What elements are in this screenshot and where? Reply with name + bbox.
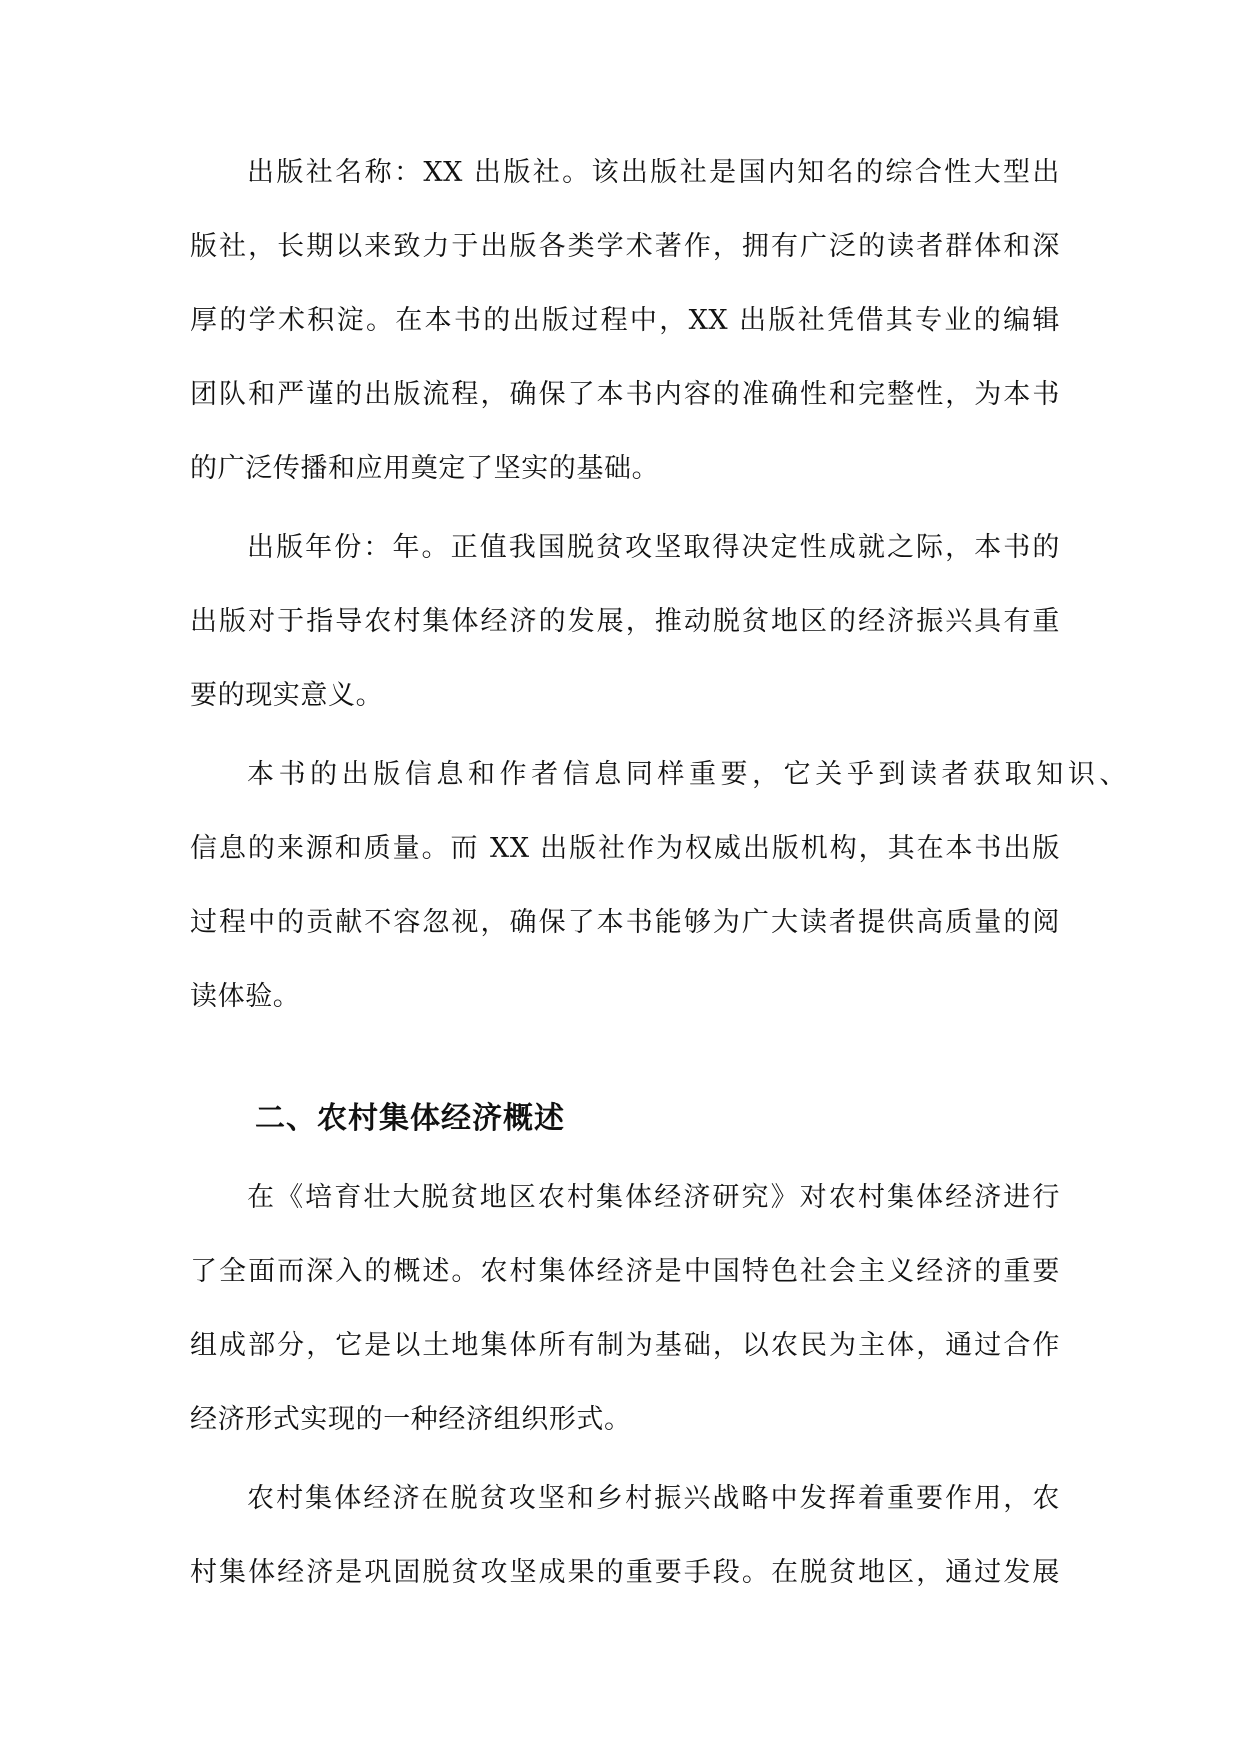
paragraph-3-line-2: 信息的来源和质量。而 XX 出版社作为权威出版机构，其在本书出版 <box>190 833 1060 864</box>
paragraph-2-line-1: 出版年份：年。正值我国脱贫攻坚取得决定性成就之际，本书的 <box>247 532 1060 563</box>
paragraph-1-line-4: 团队和严谨的出版流程，确保了本书内容的准确性和完整性，为本书 <box>190 379 1060 410</box>
section-paragraph-1-line-2: 了全面而深入的概述。农村集体经济是中国特色社会主义经济的重要 <box>190 1256 1060 1287</box>
section-heading: 二、农村集体经济概述 <box>255 1101 565 1136</box>
paragraph-1-line-3: 厚的学术积淀。在本书的出版过程中，XX 出版社凭借其专业的编辑 <box>190 305 1060 336</box>
paragraph-2-line-2: 出版对于指导农村集体经济的发展，推动脱贫地区的经济振兴具有重 <box>190 606 1060 637</box>
section-paragraph-1-line-1: 在《培育壮大脱贫地区农村集体经济研究》对农村集体经济进行 <box>247 1182 1060 1213</box>
paragraph-3-line-4: 读体验。 <box>190 981 301 1012</box>
section-paragraph-2-line-1: 农村集体经济在脱贫攻坚和乡村振兴战略中发挥着重要作用，农 <box>247 1483 1060 1514</box>
section-paragraph-1-line-3: 组成部分，它是以土地集体所有制为基础，以农民为主体，通过合作 <box>190 1330 1060 1361</box>
paragraph-2-line-3: 要的现实意义。 <box>190 680 384 711</box>
section-paragraph-1-line-4: 经济形式实现的一种经济组织形式。 <box>190 1404 632 1435</box>
section-paragraph-2-line-2: 村集体经济是巩固脱贫攻坚成果的重要手段。在脱贫地区，通过发展 <box>190 1557 1060 1588</box>
paragraph-3-line-1: 本书的出版信息和作者信息同样重要，它关乎到读者获取知识、 <box>247 759 1127 790</box>
paragraph-1-line-2: 版社，长期以来致力于出版各类学术著作，拥有广泛的读者群体和深 <box>190 231 1060 262</box>
paragraph-1-line-5: 的广泛传播和应用奠定了坚实的基础。 <box>190 453 660 484</box>
paragraph-1-line-1: 出版社名称：XX 出版社。该出版社是国内知名的综合性大型出 <box>247 157 1060 188</box>
paragraph-3-line-3: 过程中的贡献不容忽视，确保了本书能够为广大读者提供高质量的阅 <box>190 907 1060 938</box>
